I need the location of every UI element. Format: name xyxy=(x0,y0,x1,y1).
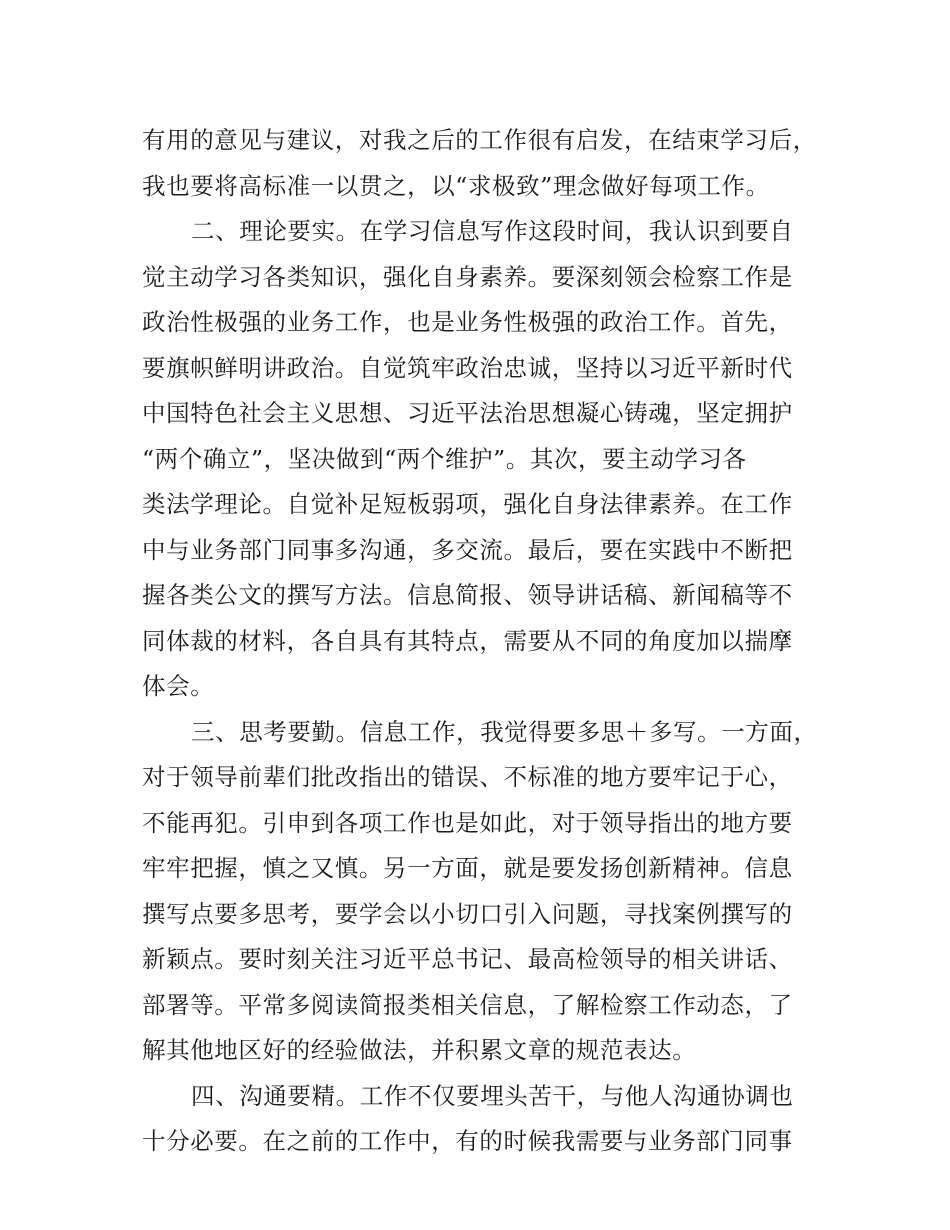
text-line: 同体裁的材料，各自具有其特点，需要从不同的角度加以揣摩 xyxy=(142,626,793,655)
text-line: 不能再犯。引申到各项工作也是如此，对于领导指出的地方要 xyxy=(142,808,793,837)
text-line: 觉主动学习各类知识，强化自身素养。要深刻领会检察工作是 xyxy=(142,262,793,291)
text-line: 撰写点要多思考，要学会以小切口引入问题，寻找案例撰写的 xyxy=(142,899,793,928)
text-line: 新颖点。要时刻关注习近平总书记、最高检领导的相关讲话、 xyxy=(142,945,793,973)
text-line: 中与业务部门同事多沟通，多交流。最后，要在实践中不断把 xyxy=(142,535,793,564)
text-line: “两个确立”，坚决做到“两个维护”。其次，要主动学习各 xyxy=(142,444,747,473)
text-line: 体会。 xyxy=(142,672,215,700)
text-line: 类法学理论。自觉补足短板弱项，强化自身法律素养。在工作 xyxy=(142,490,793,518)
section-heading-line: 四、沟通要精。工作不仅要埋头苦干，与他人沟通协调也 xyxy=(191,1081,794,1110)
text-line: 有用的意见与建议，对我之后的工作很有启发，在结束学习后， xyxy=(142,126,817,154)
body-text xyxy=(142,118,832,1165)
text-line: 十分必要。在之前的工作中，有的时候我需要与业务部门同事 xyxy=(142,1127,793,1155)
text-line: 政治性极强的业务工作，也是业务性极强的政治工作。首先， xyxy=(142,308,793,336)
text-line: 对于领导前辈们批改指出的错误、不标准的地方要牢记于心， xyxy=(142,763,793,791)
text-line: 部署等。平常多阅读简报类相关信息，了解检察工作动态，了 xyxy=(142,990,793,1019)
section-heading-line: 二、理论要实。在学习信息写作这段时间，我认识到要自 xyxy=(191,217,794,245)
section-heading-line: 三、思考要勤。信息工作，我觉得要多思＋多写。一方面， xyxy=(191,717,818,746)
text-line: 牢牢把握，慎之又慎。另一方面，就是要发扬创新精神。信息 xyxy=(142,854,793,882)
text-line: 中国特色社会主义思想、习近平法治思想凝心铸魂，坚定拥护 xyxy=(142,399,793,427)
text-line: 握各类公文的撰写方法。信息简报、领导讲话稿、新闻稿等不 xyxy=(142,581,793,609)
text-line: 解其他地区好的经验做法，并积累文章的规范表达。 xyxy=(142,1036,697,1064)
text-line: 要旗帜鲜明讲政治。自觉筑牢政治忠诚，坚持以习近平新时代 xyxy=(142,353,793,382)
text-line: 我也要将高标准一以贯之，以“求极致”理念做好每项工作。 xyxy=(142,171,770,200)
